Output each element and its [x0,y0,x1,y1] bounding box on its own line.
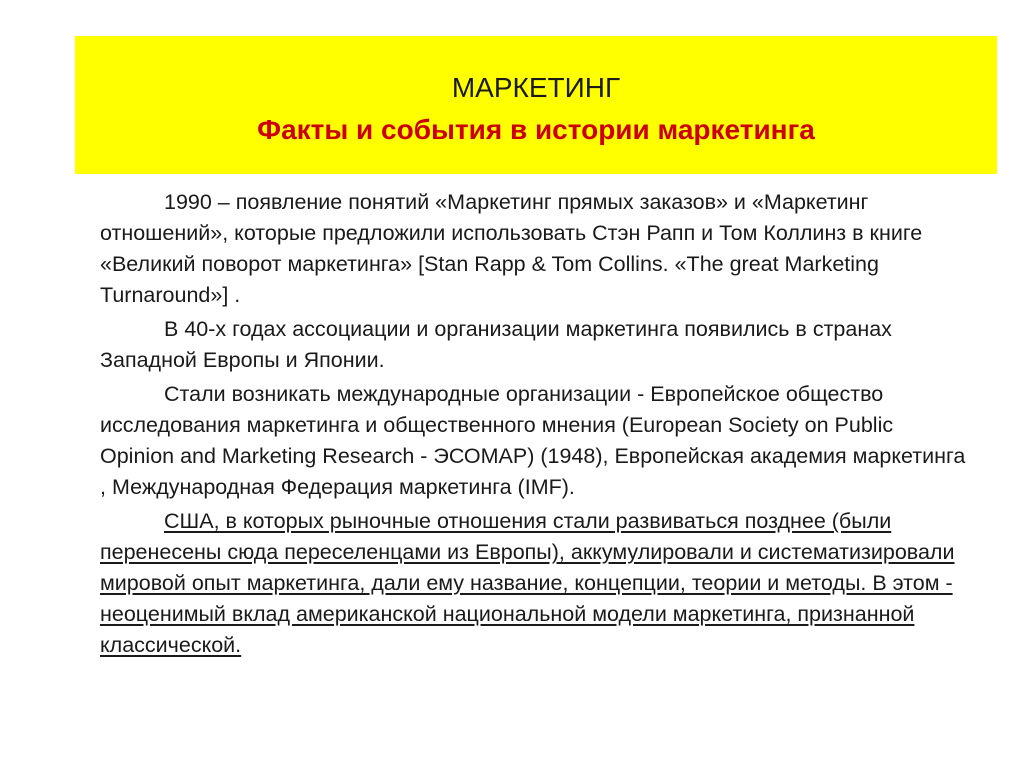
title-banner [75,36,997,174]
slide-title: МАРКЕТИНГ [451,72,621,103]
slide-subtitle: Факты и события в истории маркетинга [257,114,815,145]
paragraph-international-orgs: Стали возникать международные организации - Европейское общество исследования маркетинга и общественного мнения (European Society on Public Opinion and Marketing Research - ЭСОМАР) (1948), Европейская академия маркетинга , Международная Федерация маркетинга (IMF). [100,382,966,499]
paragraph-usa: США, в которых рыночные отношения стали развиваться позднее (были перенесены сюда переселенцами из Европы), аккумулировали и систематизировали мировой опыт маркетинга, дали ему название, концепции, теории и методы. В этом - неоценимый вклад американской национальной модели маркетинга, признанной классической. [100,509,955,657]
slide-body [100,187,970,664]
paragraph-40s: В 40-х годах ассоциации и организации маркетинга появились в странах Западной Европы и Японии. [100,317,892,372]
paragraph-1990: 1990 – появление понятий «Маркетинг прямых заказов» и «Маркетинг отношений», которые предложили использовать Стэн Рапп и Том Коллинз в книге «Великий поворот маркетинга» [Stan Rapp & Tom Collins. «The great Marketing Turnaround»] . [100,190,923,307]
